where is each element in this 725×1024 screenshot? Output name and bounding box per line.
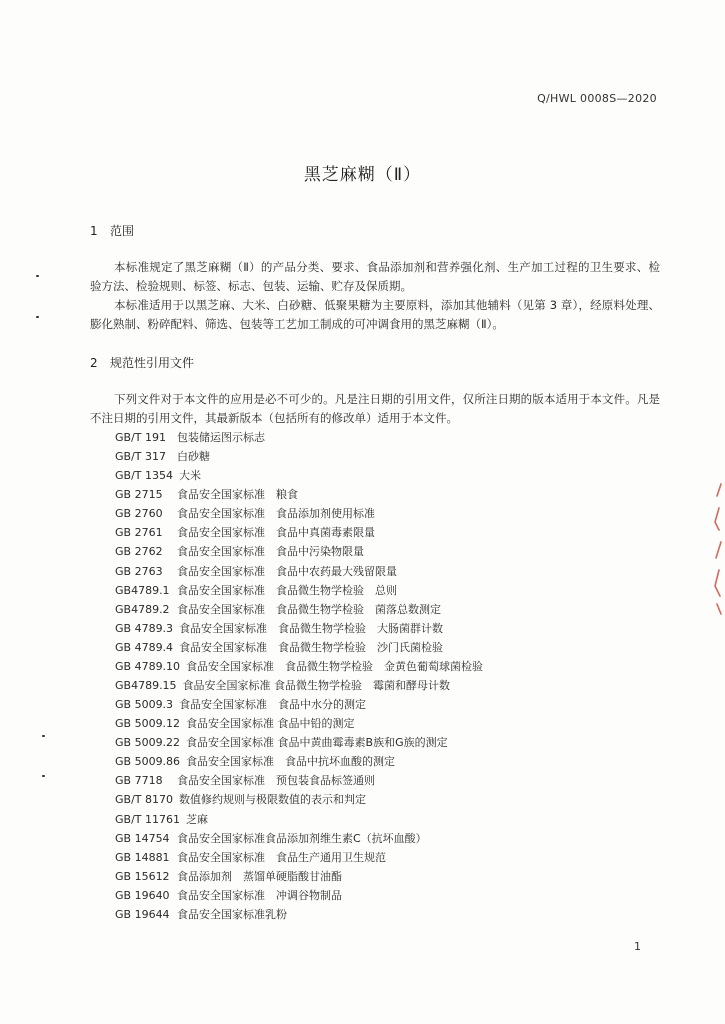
reference-title: 食品安全国家标准 冲调谷物制品 [177, 888, 342, 902]
reference-item [115, 771, 483, 790]
reference-item [115, 447, 483, 466]
reference-code: GB 5009.22 [115, 736, 181, 750]
reference-code: GB4789.15 [115, 679, 177, 693]
reference-title: 食品安全国家标准 预包装食品标签通则 [177, 774, 375, 788]
reference-code: GB 2763 [115, 564, 163, 578]
reference-item [115, 504, 483, 523]
reference-item [115, 523, 483, 542]
reference-title: 食品安全国家标准 食品生产通用卫生规范 [177, 850, 386, 864]
section-title: 规范性引用文件 [110, 356, 195, 370]
reference-code: GB 4789.4 [115, 640, 174, 654]
reference-code: GB 7718 [115, 774, 163, 788]
reference-title: 食品安全国家标准 食品添加剂使用标准 [177, 507, 375, 521]
reference-item [115, 428, 483, 447]
reference-code: GB 5009.86 [115, 755, 181, 769]
reference-title: 食品安全国家标准 食品中黄曲霉毒素B族和G族的测定 [186, 736, 448, 750]
reference-list [115, 428, 483, 924]
reference-item [115, 619, 483, 638]
reference-item [115, 714, 483, 733]
section-number: 2 [90, 356, 98, 370]
reference-item [115, 562, 483, 581]
section-title: 范围 [110, 224, 135, 238]
reference-item [115, 485, 483, 504]
reference-code: GB 2761 [115, 526, 163, 540]
scan-speck [36, 275, 39, 277]
reference-title: 食品安全国家标准 食品中铅的测定 [186, 717, 355, 731]
reference-title: 食品安全国家标准 食品微生物学检验 大肠菌群计数 [179, 621, 444, 635]
reference-item [115, 676, 483, 695]
reference-title: 食品安全国家标准 食品微生物学检验 霉菌和酵母计数 [182, 679, 451, 693]
reference-title: 食品安全国家标准 食品中真菌毒素限量 [177, 526, 375, 540]
section-number: 1 [90, 224, 98, 238]
reference-code: GB 14881 [115, 850, 170, 864]
reference-code: GB 2715 [115, 488, 163, 502]
reference-title: 食品安全国家标准食品添加剂维生素C（抗坏血酸） [177, 831, 427, 845]
section-heading-normative-references [90, 354, 194, 371]
reference-code: GB4789.2 [115, 602, 170, 616]
scan-speck [42, 775, 45, 777]
reference-title: 食品安全国家标准 粮食 [177, 488, 298, 502]
reference-item [115, 581, 483, 600]
reference-title: 白砂糖 [177, 450, 210, 464]
reference-item [115, 886, 483, 905]
reference-code: GB/T 11761 [115, 812, 180, 826]
reference-title: 食品安全国家标准 食品中农药最大残留限量 [177, 564, 397, 578]
reference-title: 食品安全国家标准 食品中抗坏血酸的测定 [186, 755, 396, 769]
reference-item [115, 542, 483, 561]
reference-item [115, 810, 483, 829]
reference-code: GB 19640 [115, 888, 170, 902]
reference-code: GB 19644 [115, 907, 170, 921]
reference-item [115, 466, 483, 485]
reference-code: GB/T 1354 [115, 469, 173, 483]
reference-code: GB 4789.10 [115, 659, 181, 673]
reference-title: 食品安全国家标准 食品中污染物限量 [177, 545, 364, 559]
reference-item [115, 657, 483, 676]
document-title: 黑芝麻糊（Ⅱ） [303, 165, 422, 185]
reference-item [115, 695, 483, 714]
reference-title: 食品安全国家标准 食品中水分的测定 [179, 698, 367, 712]
reference-title: 食品安全国家标准乳粉 [177, 907, 287, 921]
reference-title: 包装储运图示标志 [177, 431, 265, 444]
reference-title: 食品添加剂 蒸馏单硬脂酸甘油酯 [177, 869, 342, 883]
reference-item [115, 848, 483, 867]
reference-code: GB/T 317 [115, 450, 166, 464]
reference-item [115, 752, 483, 771]
reference-title: 食品安全国家标准 食品微生物学检验 菌落总数测定 [177, 602, 441, 616]
reference-title: 食品安全国家标准 食品微生物学检验 总则 [177, 583, 397, 597]
page-number: 1 [634, 940, 641, 953]
reference-title: 食品安全国家标准 食品微生物学检验 金黄色葡萄球菌检验 [186, 659, 484, 673]
reference-item [115, 638, 483, 657]
reference-code: GB 15612 [115, 869, 170, 883]
seal-stamp-edge [707, 478, 725, 618]
reference-item [115, 829, 483, 848]
reference-code: GB 4789.3 [115, 621, 174, 635]
reference-title: 芝麻 [186, 812, 208, 826]
reference-code: GB4789.1 [115, 583, 170, 597]
reference-code: GB/T 8170 [115, 793, 173, 807]
scan-speck [36, 316, 39, 318]
reference-title: 大米 [179, 469, 201, 483]
section-heading-scope [90, 222, 134, 239]
reference-code: GB 2760 [115, 507, 163, 521]
reference-title: 数值修约规则与极限数值的表示和判定 [179, 793, 366, 807]
scan-speck [42, 735, 45, 737]
reference-code: GB/T 191 [115, 431, 166, 444]
reference-item [115, 733, 483, 752]
reference-code: GB 5009.3 [115, 698, 174, 712]
reference-code: GB 2762 [115, 545, 163, 559]
reference-item [115, 867, 483, 886]
scope-paragraph-2: 本标准适用于以黑芝麻、大米、白砂糖、低聚果糖为主要原料，添加其他辅料（见第 3 章），经原料处理、膨化熟制、粉碎配料、筛选、包装等工艺加工制成的可冲调食用的黑芝麻糊（Ⅱ）。 [90, 298, 660, 331]
reference-item [115, 905, 483, 924]
reference-item [115, 600, 483, 619]
reference-code: GB 5009.12 [115, 717, 181, 731]
reference-code: GB 14754 [115, 831, 170, 845]
references-intro-paragraph: 下列文件对于本文件的应用是必不可少的。凡是注日期的引用文件，仅所注日期的版本适用于本文件。凡是不注日期的引用文件，其最新版本（包括所有的修改单）适用于本文件。 [90, 392, 660, 425]
document-code: Q/HWL 0008S—2020 [537, 92, 657, 105]
scope-paragraph-1: 本标准规定了黑芝麻糊（Ⅱ）的产品分类、要求、食品添加剂和营养强化剂、生产加工过程的卫生要求、检验方法、检验规则、标签、标志、包装、运输、贮存及保质期。 [90, 260, 660, 293]
reference-item [115, 790, 483, 809]
reference-title: 食品安全国家标准 食品微生物学检验 沙门氏菌检验 [179, 640, 444, 654]
